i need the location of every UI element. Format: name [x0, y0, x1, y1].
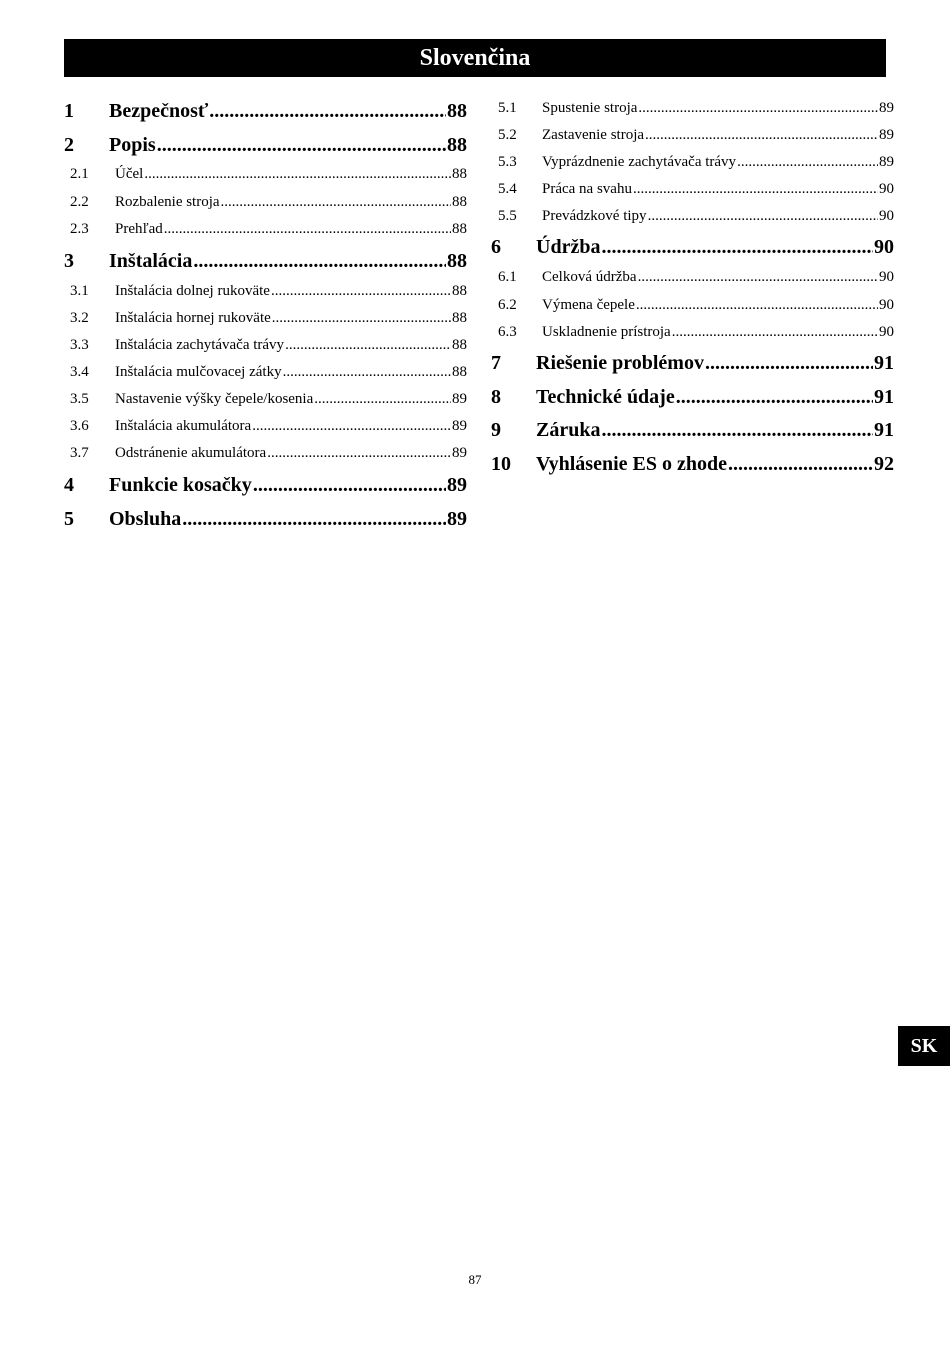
toc-dot-leader	[648, 208, 878, 225]
toc-section	[491, 127, 894, 144]
toc-entry-label: Údržba	[536, 236, 601, 258]
toc-entry-label: Prevádzkové tipy	[542, 208, 647, 224]
toc-dot-leader	[601, 419, 873, 442]
toc-dot-leader	[638, 269, 878, 286]
toc-entry-number: 6.1	[498, 269, 517, 285]
toc-dot-leader	[672, 324, 878, 341]
toc-entry-label: Spustenie stroja	[542, 100, 638, 116]
toc-dot-leader	[157, 134, 446, 157]
toc-chapter	[491, 386, 894, 409]
toc-entry-label: Záruka	[536, 419, 601, 441]
toc-entry-page: 90	[874, 236, 894, 258]
toc-entry-page: 89	[879, 154, 894, 170]
toc-section	[491, 100, 894, 117]
toc-entry-label: Inštalácia akumulátora	[115, 418, 252, 434]
toc-dot-leader	[285, 337, 451, 354]
toc-entry-page: 88	[452, 364, 467, 380]
toc-entry-number: 5.4	[498, 181, 517, 197]
toc-entry-page: 88	[452, 283, 467, 299]
toc-dot-leader	[314, 391, 451, 408]
toc-entry-number: 5.1	[498, 100, 517, 116]
toc-dot-leader	[144, 166, 451, 183]
toc-entry-number: 3.3	[70, 337, 89, 353]
page-title-text: Slovenčina	[419, 44, 531, 71]
toc-chapter	[491, 453, 894, 476]
toc-entry-label: Inštalácia	[109, 250, 193, 272]
toc-section	[491, 269, 894, 286]
toc-entry-number: 3.4	[70, 364, 89, 380]
toc-entry-page: 89	[447, 508, 467, 530]
toc-entry-label: Funkcie kosačky	[109, 474, 252, 496]
toc-dot-leader	[283, 364, 451, 381]
language-tab	[898, 1026, 950, 1066]
toc-dot-leader	[272, 310, 451, 327]
toc-section	[64, 221, 467, 238]
toc-entry-label: Nastavenie výšky čepele/kosenia	[115, 391, 314, 407]
toc-entry-label: Rozbalenie stroja	[115, 194, 220, 210]
toc-entry-number: 5	[64, 508, 74, 530]
toc-entry-number: 3	[64, 250, 74, 272]
toc-entry-page: 89	[452, 418, 467, 434]
toc-dot-leader	[705, 352, 873, 375]
toc-section	[64, 337, 467, 354]
toc-chapter	[64, 134, 467, 157]
toc-dot-leader	[638, 100, 878, 117]
toc-entry-page: 88	[452, 310, 467, 326]
toc-entry-number: 6.3	[498, 324, 517, 340]
toc-entry-page: 91	[874, 386, 894, 408]
toc-section	[64, 445, 467, 462]
toc-entry-number: 7	[491, 352, 501, 374]
toc-section	[64, 166, 467, 183]
toc-chapter	[491, 419, 894, 442]
toc-entry-label: Popis	[109, 134, 156, 156]
toc-dot-leader	[676, 386, 873, 409]
toc-entry-label: Prehľad	[115, 221, 163, 237]
toc-entry-page: 90	[879, 269, 894, 285]
toc-entry-label: Uskladnenie prístroja	[542, 324, 671, 340]
toc-dot-leader	[728, 453, 873, 476]
toc-entry-label: Riešenie problémov	[536, 352, 704, 374]
language-tab-label: SK	[910, 1034, 938, 1057]
toc-entry-number: 5.2	[498, 127, 517, 143]
toc-entry-number: 3.2	[70, 310, 89, 326]
toc-entry-label: Inštalácia zachytávača trávy	[115, 337, 285, 353]
toc-entry-label: Bezpečnosť	[109, 100, 209, 122]
toc-entry-label: Zastavenie stroja	[542, 127, 645, 143]
toc-dot-leader	[182, 508, 446, 531]
toc-entry-label: Výmena čepele	[542, 297, 635, 313]
toc-entry-page: 88	[452, 194, 467, 210]
toc-entry-number: 5.3	[498, 154, 517, 170]
toc-section	[491, 324, 894, 341]
toc-chapter	[64, 508, 467, 531]
toc-entry-page: 88	[447, 100, 467, 122]
toc-dot-leader	[636, 297, 878, 314]
toc-entry-page: 90	[879, 181, 894, 197]
toc-entry-number: 6	[491, 236, 501, 258]
toc-dot-leader	[271, 283, 451, 300]
toc-entry-page: 90	[879, 208, 894, 224]
toc-section	[491, 181, 894, 198]
toc-dot-leader	[737, 154, 878, 171]
toc-entry-number: 2	[64, 134, 74, 156]
toc-entry-page: 90	[879, 297, 894, 313]
toc-dot-leader	[209, 100, 446, 123]
toc-entry-number: 3.1	[70, 283, 89, 299]
toc-entry-page: 88	[452, 221, 467, 237]
toc-entry-label: Inštalácia mulčovacej zátky	[115, 364, 282, 380]
toc-chapter	[491, 236, 894, 259]
toc-chapter	[491, 352, 894, 375]
toc-chapter	[64, 250, 467, 273]
toc-entry-label: Technické údaje	[536, 386, 675, 408]
toc-entry-label: Inštalácia dolnej rukoväte	[115, 283, 270, 299]
toc-entry-number: 1	[64, 100, 74, 122]
toc-dot-leader	[193, 250, 446, 273]
toc-entry-number: 6.2	[498, 297, 517, 313]
toc-entry-page: 89	[447, 474, 467, 496]
toc-entry-label: Účel	[115, 166, 144, 182]
toc-entry-number: 3.7	[70, 445, 89, 461]
toc-entry-page: 90	[879, 324, 894, 340]
toc-entry-page: 88	[452, 337, 467, 353]
toc-section	[64, 418, 467, 435]
toc-entry-page: 89	[452, 391, 467, 407]
toc-entry-label: Celková údržba	[542, 269, 637, 285]
toc-entry-label: Vyprázdnenie zachytávača trávy	[542, 154, 737, 170]
toc-section	[64, 310, 467, 327]
toc-dot-leader	[601, 236, 873, 259]
toc-dot-leader	[221, 194, 451, 211]
toc-dot-leader	[645, 127, 878, 144]
toc-entry-number: 2.1	[70, 166, 89, 182]
toc-chapter	[64, 474, 467, 497]
page-title	[64, 39, 886, 77]
toc-section	[64, 391, 467, 408]
toc-entry-page: 89	[879, 127, 894, 143]
toc-entry-number: 4	[64, 474, 74, 496]
toc-entry-label: Vyhlásenie ES o zhode	[536, 453, 727, 475]
toc-dot-leader	[164, 221, 451, 238]
toc-entry-page: 88	[452, 166, 467, 182]
toc-dot-leader	[253, 474, 446, 497]
toc-section	[491, 297, 894, 314]
toc-entry-page: 89	[879, 100, 894, 116]
toc-entry-page: 88	[447, 134, 467, 156]
toc-section	[491, 208, 894, 225]
toc-entry-number: 9	[491, 419, 501, 441]
toc-dot-leader	[252, 418, 451, 435]
toc-section	[64, 194, 467, 211]
toc-dot-leader	[633, 181, 878, 198]
toc-section	[64, 364, 467, 381]
toc-dot-leader	[267, 445, 451, 462]
toc-chapter	[64, 100, 467, 123]
toc-entry-page: 91	[874, 419, 894, 441]
toc-entry-page: 91	[874, 352, 894, 374]
toc-entry-number: 5.5	[498, 208, 517, 224]
toc-entry-number: 3.5	[70, 391, 89, 407]
toc-section	[491, 154, 894, 171]
toc-entry-page: 89	[452, 445, 467, 461]
page-number: 87	[468, 1272, 482, 1287]
toc-entry-number: 3.6	[70, 418, 89, 434]
toc-entry-number: 10	[491, 453, 511, 475]
toc-entry-label: Obsluha	[109, 508, 182, 530]
toc-entry-label: Inštalácia hornej rukoväte	[115, 310, 271, 326]
toc-entry-number: 8	[491, 386, 501, 408]
toc-section	[64, 283, 467, 300]
toc-entry-number: 2.3	[70, 221, 89, 237]
toc-entry-number: 2.2	[70, 194, 89, 210]
toc-entry-page: 92	[874, 453, 894, 475]
toc-entry-page: 88	[447, 250, 467, 272]
toc-entry-label: Práca na svahu	[542, 181, 632, 197]
toc-entry-label: Odstránenie akumulátora	[115, 445, 267, 461]
